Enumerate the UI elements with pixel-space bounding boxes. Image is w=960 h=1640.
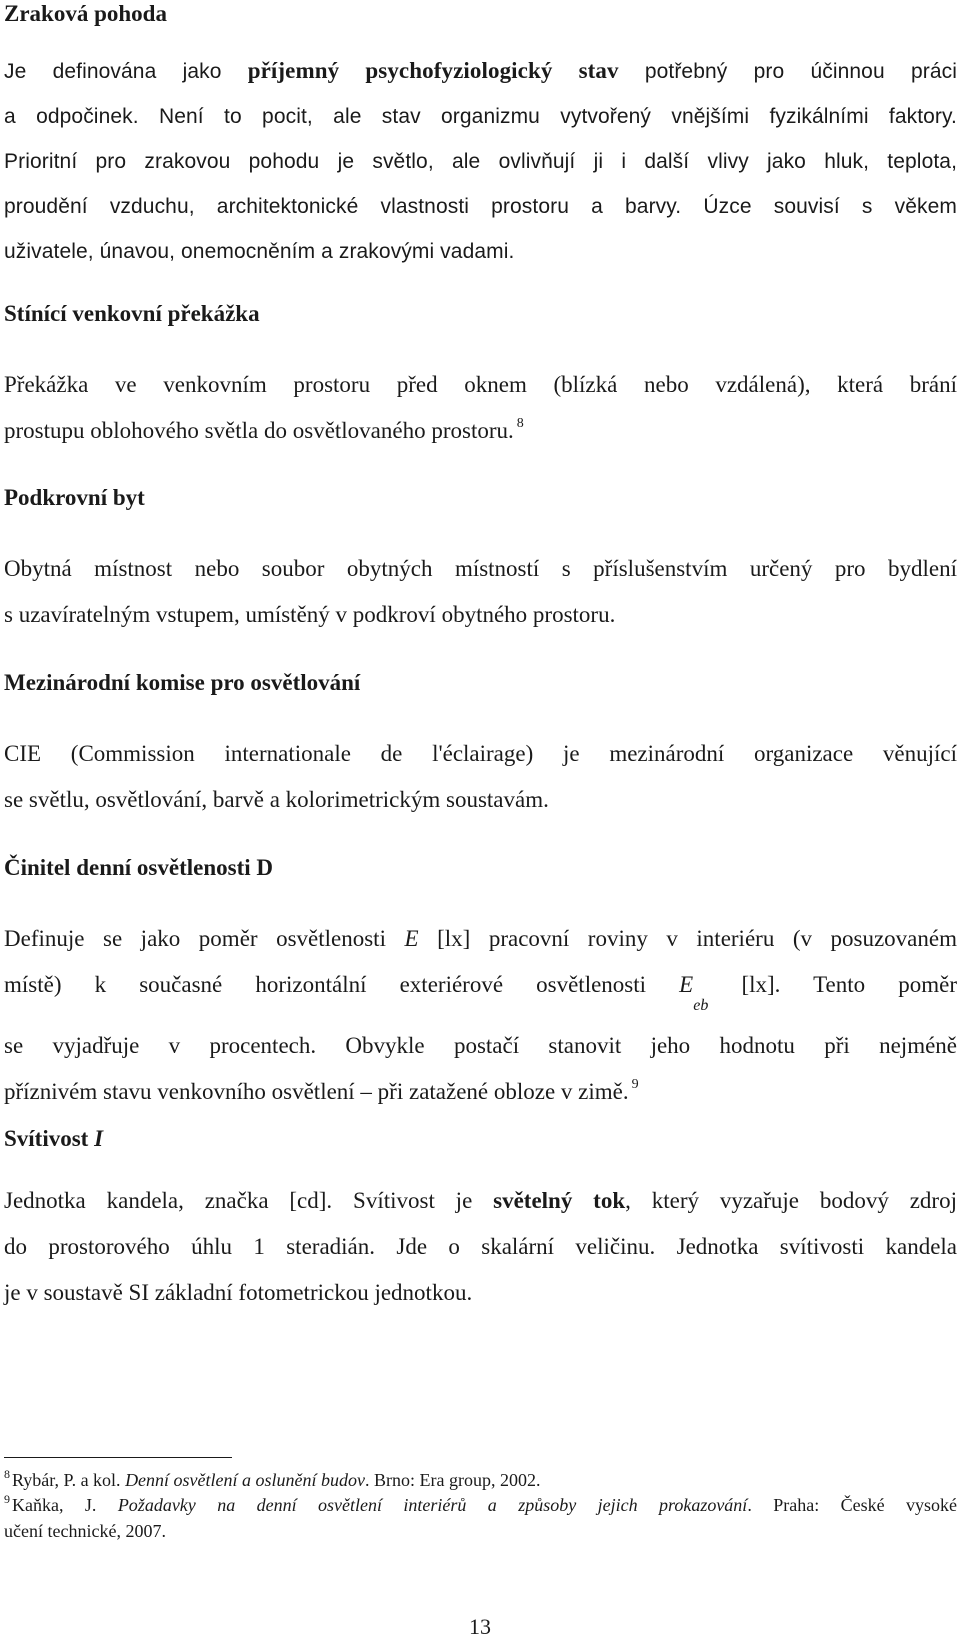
definition-paragraph [4,1178,957,1316]
paragraph-line: Je definována jako příjemný psychofyziologický stav potřebný pro účinnou práci [4,58,957,83]
paragraph-line: Obytná místnost nebo soubor obytných místností s příslušenstvím určený pro bydlení [4,556,957,581]
bold-term: příjemný psychofyziologický stav [247,58,619,83]
definition-paragraph [4,546,957,638]
paragraph-line: se světlu, osvětlování, barvě a kolorimetrickým soustavám. [4,787,549,812]
term-heading: Stínící venkovní překážka [4,301,260,326]
definition-paragraph [4,48,957,274]
symbol-i: I [94,1126,104,1151]
footnote-number: 8 [4,1467,10,1481]
paragraph-line: příznivém stavu venkovního osvětlení – při zatažené obloze v zimě. $^9$ [4,1077,639,1104]
footnote-title: Denní osvětlení a oslunění budov [125,1470,366,1490]
paragraph-line: CIE (Commission internationale de l'éclairage) je mezinárodní organizace věnující [4,741,957,766]
paragraph-line: prostupu oblohového světla do osvětlovaného prostoru. $^8$ [4,416,524,443]
paragraph-line: proudění vzduchu, architektonické vlastnosti prostoru a barvy. Úzce souvisí s věkem [4,195,957,218]
paragraph-line: uživatele, únavou, onemocněním a zrakovými vadami. [4,240,515,263]
footnote-ref: 8 [516,416,524,431]
page-number: 13 [469,1614,491,1639]
footnote: $^8$ Rybár, P. a kol. Denní osvětlení a oslunění budov. Brno: Era group, 2002. [4,1467,541,1490]
paragraph-line: Jednotka kandela, značka [cd]. Svítivost je světelný tok, který vyzařuje bodový zdroj [4,1188,957,1213]
paragraph-line: Překážka ve venkovním prostoru před oknem (blízká nebo vzdálená), která brání [4,372,957,397]
footnote-title: Požadavky na denní osvětlení interiérů a způsoby jejich prokazování [117,1495,748,1515]
paragraph-line: Definuje se jako poměr osvětlenosti E [lx] pracovní roviny v interiéru (v posuzovaném [4,926,957,951]
footnote-number: 9 [4,1492,10,1506]
term-heading: Činitel denní osvětlenosti D [4,855,273,880]
paragraph-line: Prioritní pro zrakovou pohodu je světlo, ale ovlivňují ji i další vlivy jako hluk, teplota, [4,150,957,173]
footnote-continuation: učení technické, 2007. [4,1521,166,1541]
paragraph-line: je v soustavě SI základní fotometrickou jednotkou. [4,1280,473,1305]
paragraph-line: se vyjadřuje v procentech. Obvykle postačí stanovit jeho hodnotu při nejméně [4,1033,957,1058]
term-heading: Podkrovní byt [4,485,145,510]
paragraph-line: místě) k současné horizontální exteriérové osvětlenosti $E_{eb}$ [lx]. Tento poměr [4,972,958,1014]
paragraph-line: s uzavíratelným vstupem, umístěný v podkroví obytného prostoru. [4,602,616,627]
term-heading: Svítivost I [4,1126,104,1151]
term-heading: Mezinárodní komise pro osvětlování [4,670,361,695]
paragraph-line: a odpočinek. Není to pocit, ale stav organizmu vytvořený vnějšími fyzikálními faktory. [4,105,957,128]
definition-paragraph [4,731,957,823]
footnote: $^9$ Kaňka, J. Požadavky na denní osvětlení interiérů a způsoby jejich prokazování. Praha: České vysoké [4,1492,958,1515]
term-heading: Zraková pohoda [4,1,167,26]
footnote-ref: 9 [631,1077,639,1092]
paragraph-line: do prostorového úhlu 1 steradián. Jde o skalární veličinu. Jednotka svítivosti kandela [4,1234,957,1259]
bold-term: světelný tok [493,1188,626,1213]
symbol-e: E [679,972,694,997]
definition-paragraph [4,916,957,1115]
definition-paragraph [4,362,957,454]
symbol-e: E [404,926,419,951]
subscript-eb: eb [693,997,709,1014]
footnote-divider [4,1457,232,1458]
